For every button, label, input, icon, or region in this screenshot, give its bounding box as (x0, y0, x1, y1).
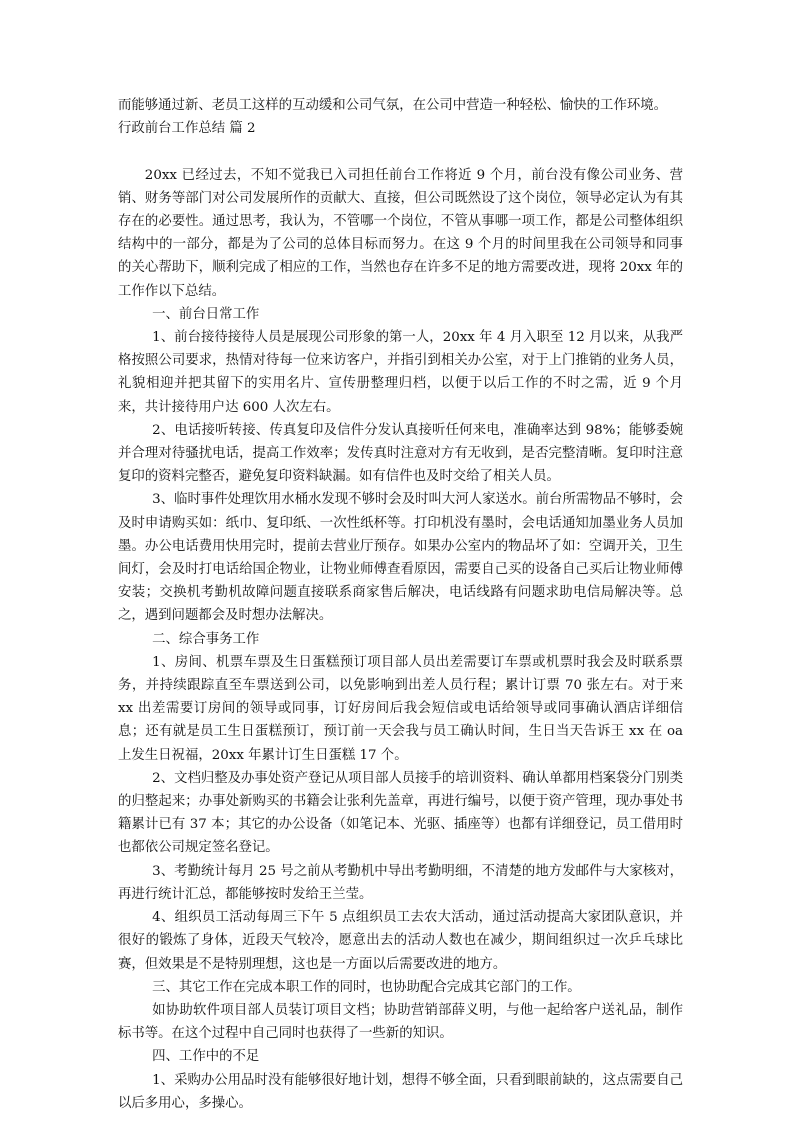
lead-line: 而能够通过新、老员工这样的互动缓和公司气氛，在公司中营造一种轻松、愉快的工作环境。 (118, 98, 668, 113)
document-title: 行政前台工作总结 篇 2 (118, 121, 256, 137)
section-heading-front-desk: 一、前台日常工作 (152, 306, 260, 322)
paragraph-activities: 4、组织员工活动每周三下午 5 点组织员工去农大活动，通过活动提高大家团队意识，并很好的锻炼了身体，近段天气较冷，愿意出去的活动人数也在减少，期间组织过一次乒乓球比赛，但效果是不是特别理想，这也是一方面以后需要改进的地方。 (118, 910, 683, 972)
paragraph-documents-assets: 2、文档归整及办事处资产登记从项目部人员接手的培训资料、确认单都用档案袋分门别类的归整起来；办事处新购买的书籍会让张利先盖章，再进行编号，以便于资产管理，现办事处书籍累计已有 37 本；其它的办公设备（如笔记本、光驱、插座等）也都有详细登记，员工借用时也都依公司规定签名登记。 (118, 770, 683, 856)
section-heading-other-work: 三、其它工作在完成本职工作的同时，也协助配合完成其它部门的工作。 (152, 979, 581, 995)
paragraph-attendance: 3、考勤统计每月 25 号之前从考勤机中导出考勤明细，不清楚的地方发邮件与大家核对，再进行统计汇总，都能够按时发给王兰莹。 (118, 863, 683, 902)
paragraph-temporary-events: 3、临时事件处理饮用水桶水发现不够时会及时叫大河人家送水。前台所需物品不够时，会及时申请购买如：纸巾、复印纸、一次性纸杯等。打印机没有墨时，会电话通知加墨业务人员加墨。办公电话费用快用完时，提前去营业厅预存。如果办公室内的物品坏了如：空调开关，卫生间灯，会及时打电话给国企物业，让物业师傅查看原因，需要自己买的设备自己买后让物业师傅安装；交换机考勤机故障问题直接联系商家售后解决，电话线路有问题求助电信局解决等。总之，遇到问题都会及时想办法解决。 (118, 492, 683, 624)
intro-paragraph: 20xx 已经过去，不知不觉我已入司担任前台工作将近 9 个月，前台没有像公司业务、营销、财务等部门对公司发展所作的贡献大、直接，但公司既然设了这个岗位，领导必定认为有其存在的必要性。通过思考，我认为，不管哪一个岗位，不管从事哪一项工作，都是公司整体组织结构中的一部分，都是为了公司的总体目标而努力。在这 9 个月的时间里我在公司领导和同事的关心帮助下，顺利完成了相应的工作，当然也存在许多不足的地方需要改进，现将 20xx 年的工作作以下总结。 (118, 167, 683, 299)
document-body (118, 94, 683, 1115)
paragraph-booking: 1、房间、机票车票及生日蛋糕预订项目部人员出差需要订车票或机票时我会及时联系票务，并持续跟踪直至车票送到公司，以免影响到出差人员行程；累计订票 70 张左右。对于来 xx 出差需要订房间的领导或同事，订好房间后我会短信或电话给领导或同事确认酒店详细信息；还有就是员工生日蛋糕预订，预订前一天会我与员工确认时间，生日当天告诉王 xx 在 oa 上发生日祝福，20xx 年累计订生日蛋糕 17 个。 (118, 654, 683, 763)
paragraph-reception: 1、前台接待接待人员是展现公司形象的第一人，20xx 年 4 月入职至 12 月以来，从我严格按照公司要求，热情对待每一位来访客户，并指引到相关办公室，对于上门推销的业务人员，礼貌相迎并把其留下的实用名片、宣传册整理归档，以便于以后工作的不时之需，近 9 个月来，共计接待用户达 600 人次左右。 (118, 330, 683, 415)
section-heading-general-affairs: 二、综合事务工作 (152, 631, 260, 647)
paragraph-other-assistance: 如协助软件项目部人员装订项目文档；协助营销部薛义明，与他一起给客户送礼品，制作标书等。在这个过程中自己同时也获得了一些新的知识。 (118, 1002, 683, 1042)
paragraph-phone-fax: 2、电话接听转接、传真复印及信件分发认真接听任何来电，准确率达到 98%；能够委婉并合理对待骚扰电话，提高工作效率；发传真时注意对方有无收到，是否完整清晰。复印时注意复印的资料完整否，避免复印资料缺漏。如有信件也及时交给了相关人员。 (118, 422, 683, 485)
blank-line (118, 140, 683, 163)
section-heading-shortcomings: 四、工作中的不足 (152, 1049, 260, 1065)
paragraph-purchasing: 1、采购办公用品时没有能够很好地计划，想得不够全面，只看到眼前缺的，这点需要自己以后多用心，多操心。 (118, 1072, 683, 1111)
